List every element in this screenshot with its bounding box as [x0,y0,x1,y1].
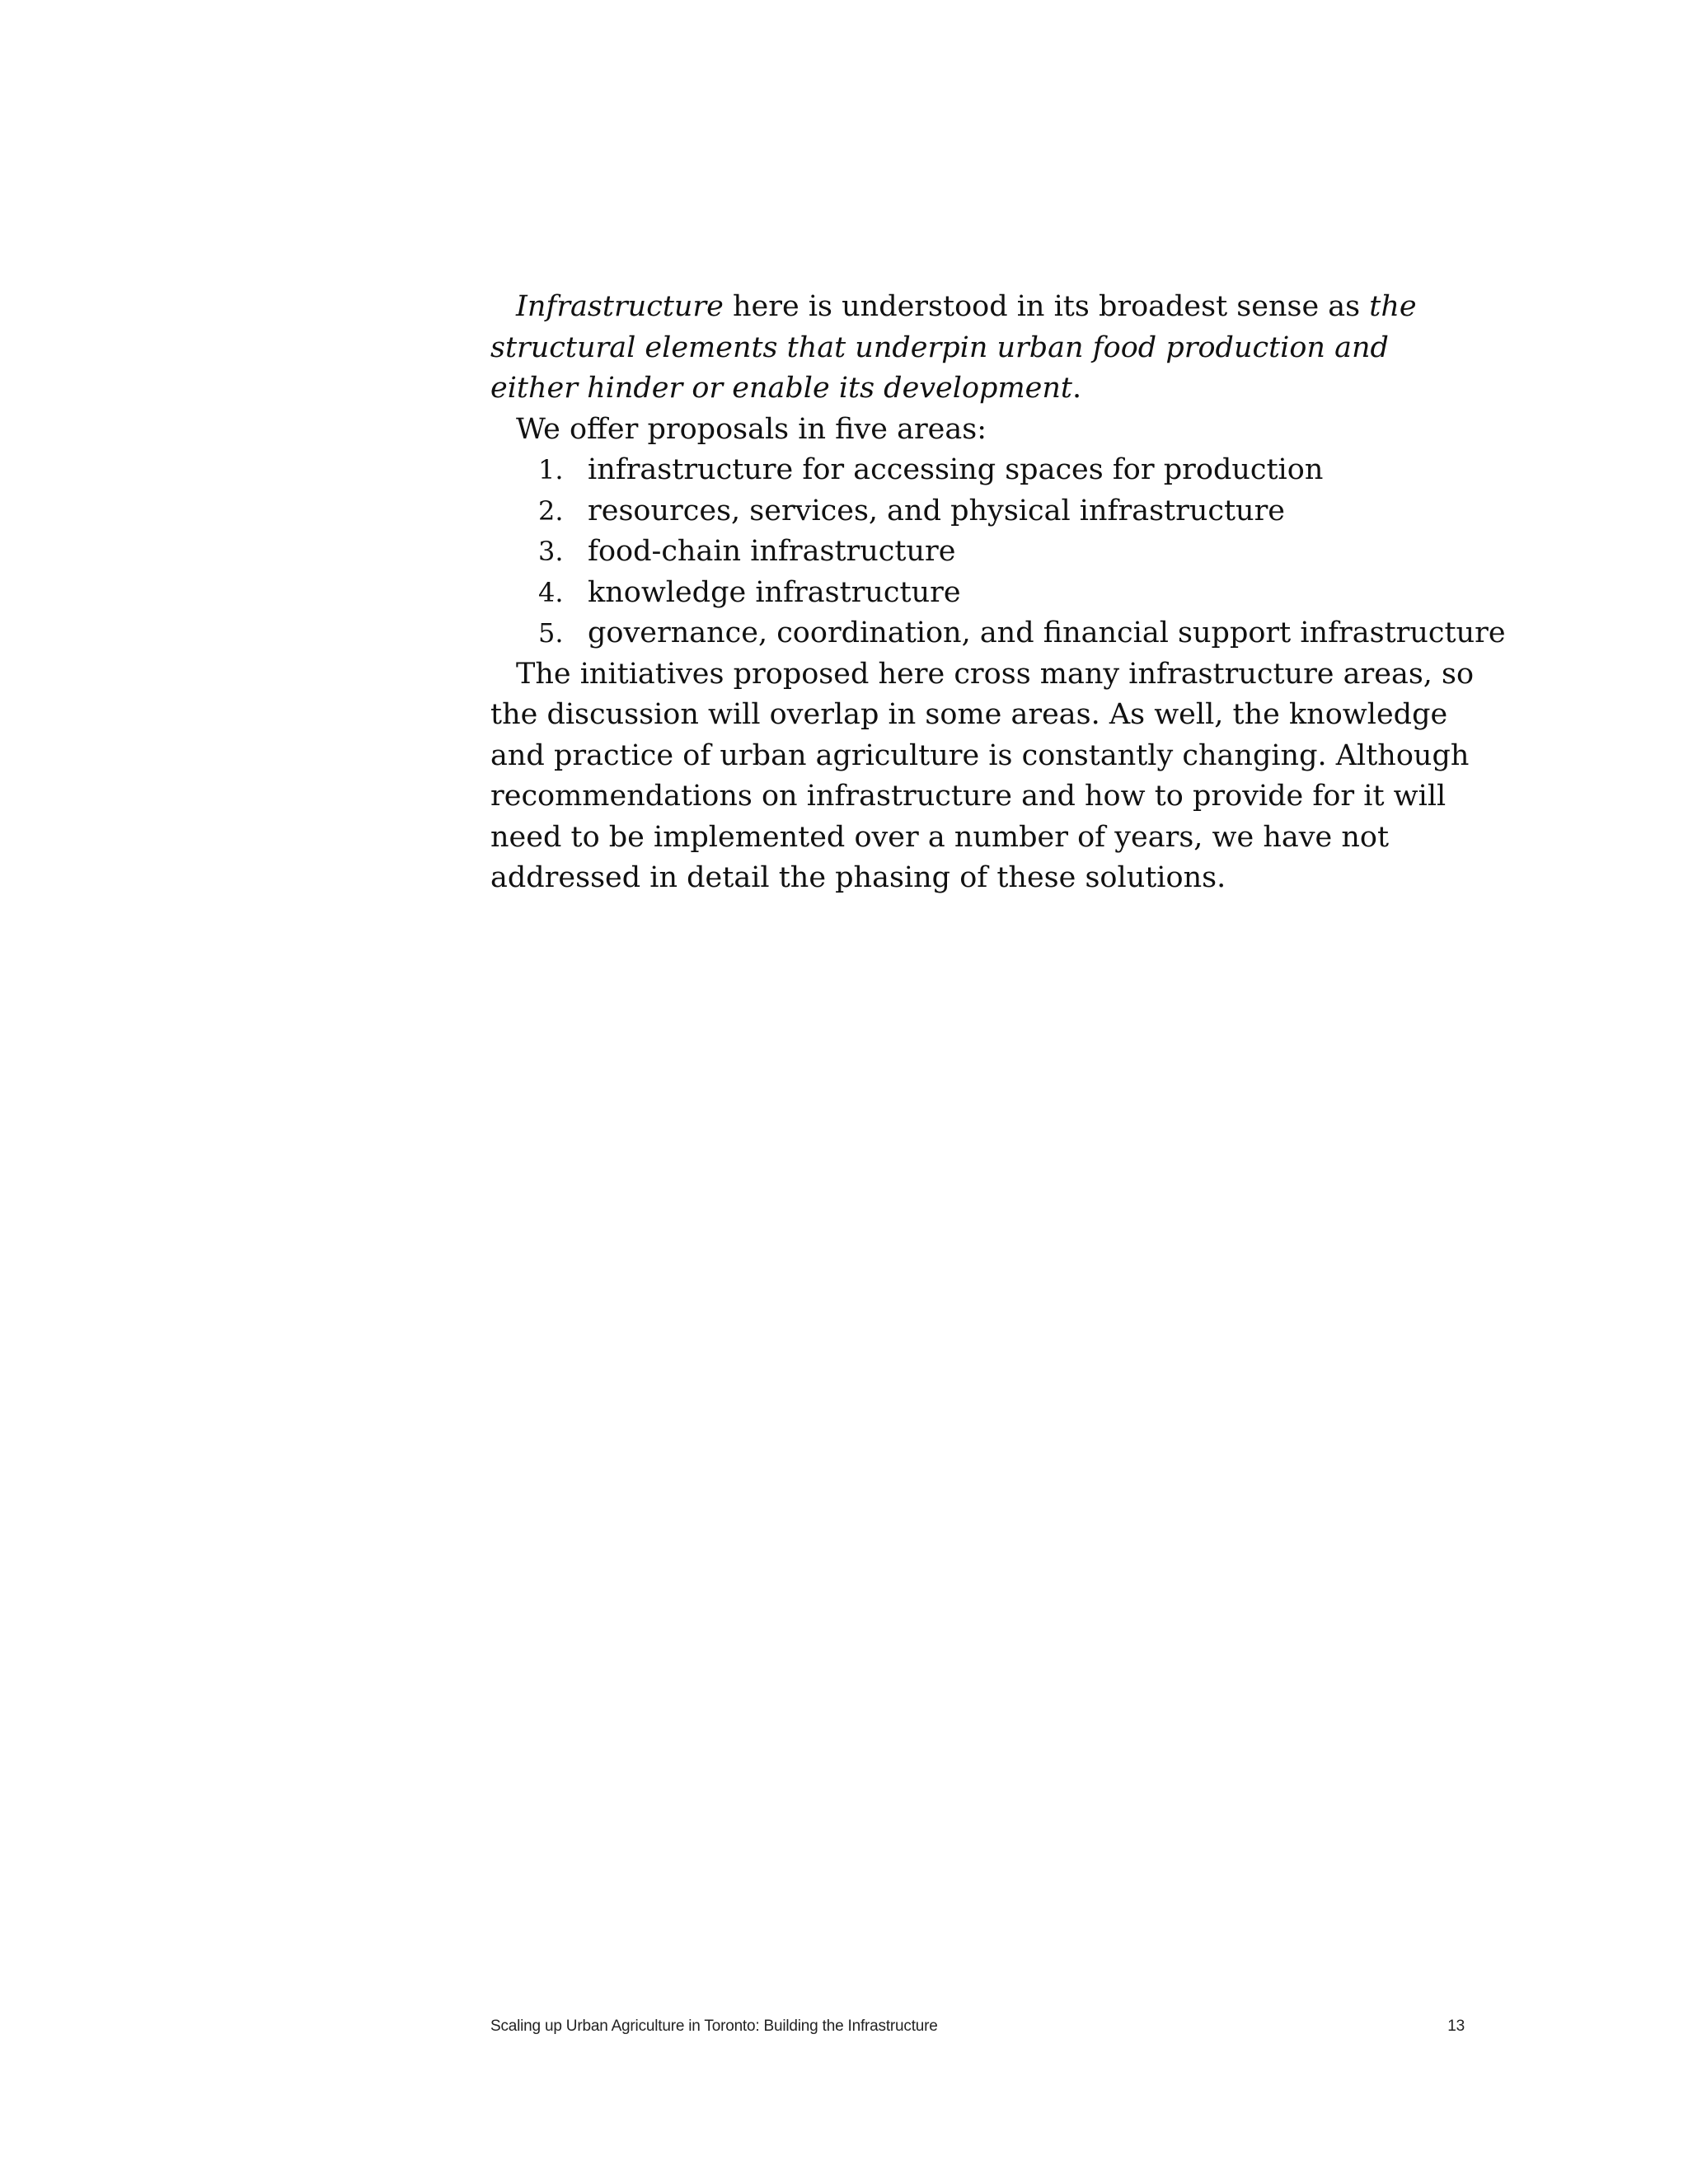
list-number: 4. [538,576,564,608]
proposal-areas-list [490,450,1506,654]
proposals-intro: We offer proposals in five areas: [516,412,987,446]
body-text [490,287,1506,899]
footer-title: Scaling up Urban Agriculture in Toronto: Building the Infrastructure [490,2018,938,2035]
list-text: governance, coordination, and financial support infrastructure [588,616,1506,649]
page-footer [490,2018,1465,2036]
list-text: knowledge infrastructure [588,575,961,609]
definition-paragraph [490,287,1479,410]
list-text: food-chain infrastructure [588,535,956,568]
definition-end: . [1071,372,1082,405]
list-number: 1. [538,454,564,485]
initiatives-paragraph: The initiatives proposed here cross many infrastructure areas, so the discussion will overlap in some areas. As well, the knowledge and practice of urban agriculture is constantly changing. Although recommendations on infrastructure and how to provide for it will need to be implemented over a number of years, we have not addressed in detail the phasing of these solutions. [490,657,1475,894]
term-infrastructure: Infrastructure [516,290,724,323]
list-item [490,573,1479,614]
list-number: 2. [538,494,564,527]
list-number: 3. [538,536,564,567]
list-item [490,491,1479,532]
list-item [490,450,1479,491]
definition-text: the structural elements that underpin urban food production and either hinder or enable its development [490,290,1417,405]
list-item [490,613,1506,654]
list-item [490,532,1479,573]
list-number: 5. [538,617,564,649]
list-text: resources, services, and physical infrastructure [588,494,1286,527]
page-number: 13 [1447,2018,1465,2035]
definition-middle: here is understood in its broadest sense as [723,290,1370,323]
list-text: infrastructure for accessing spaces for production [588,453,1324,486]
